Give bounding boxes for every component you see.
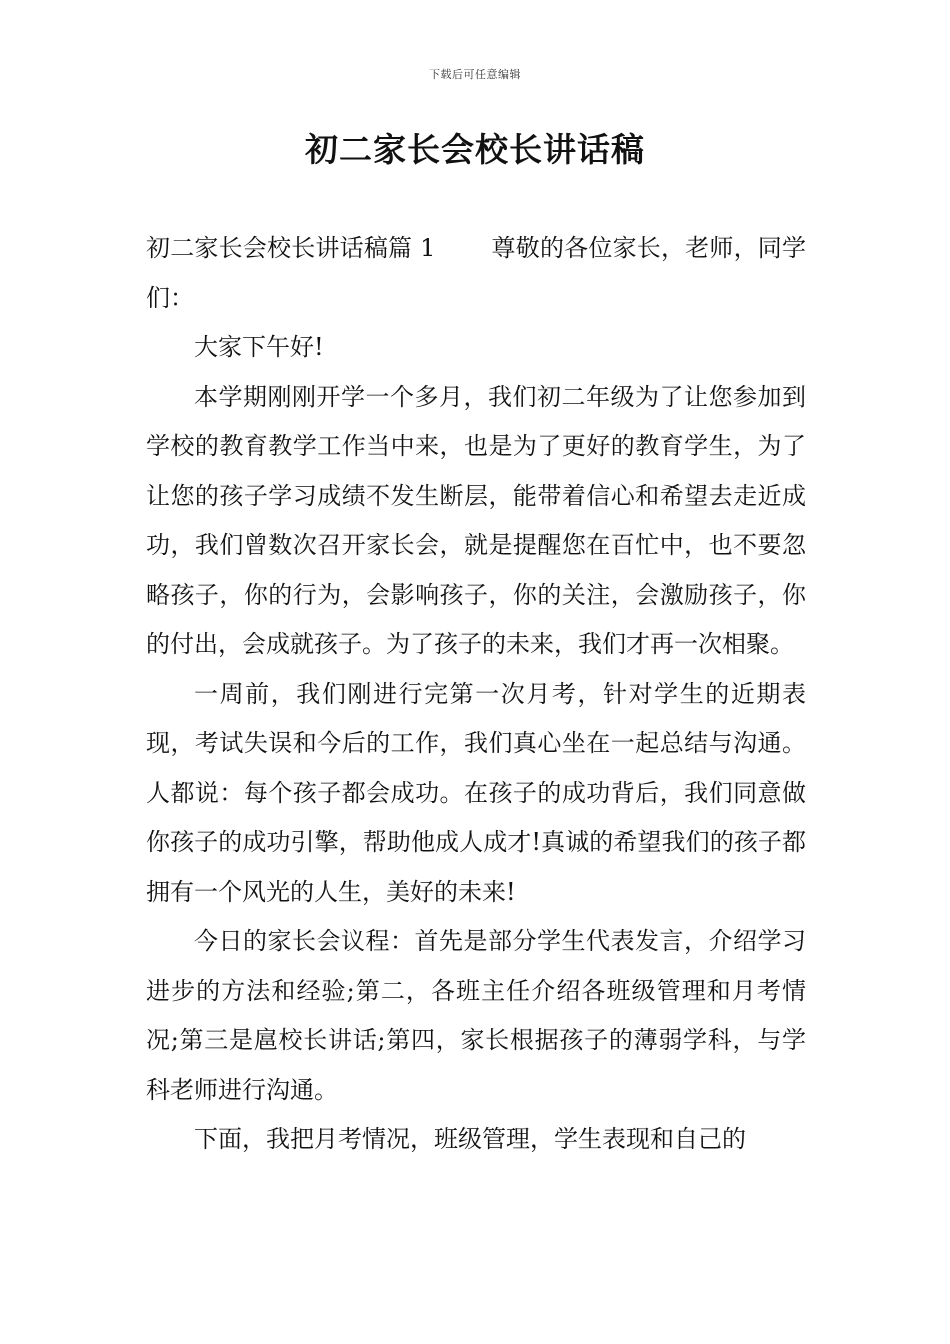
paragraph-3: 今日的家长会议程：首先是部分学生代表发言，介绍学习进步的方法和经验;第二，各班主任介绍各班级管理和月考情况;第三是扈校长讲话;第四，家长根据孩子的薄弱学科，与学科老师进行沟通。 [146, 927, 806, 1104]
paragraph-4: 下面，我把月考情况，班级管理，学生表现和自己的 [194, 1125, 746, 1153]
intro-paragraph [146, 224, 806, 323]
salutation: 尊敬的各位家长，老师，同学们： [146, 234, 806, 312]
section-label: 初二家长会校长讲话稿篇 1 [146, 234, 436, 262]
header-note: 下载后可任意编辑 [429, 68, 521, 81]
document-body [146, 224, 806, 1165]
document-title: 初二家长会校长讲话稿 [305, 130, 645, 169]
paragraph-2: 一周前，我们刚进行完第一次月考，针对学生的近期表现，考试失误和今后的工作，我们真心坐在一起总结与沟通。人都说：每个孩子都会成功。在孩子的成功背后，我们同意做你孩子的成功引擎，帮助他成人成才!真诚的希望我们的孩子都拥有一个风光的人生，美好的未来! [146, 679, 806, 906]
paragraph-greeting: 大家下午好! [194, 333, 324, 361]
paragraph-1: 本学期刚刚开学一个多月，我们初二年级为了让您参加到学校的教育教学工作当中来，也是为了更好的教育学生，为了让您的孩子学习成绩不发生断层，能带着信心和希望去走近成功，我们曾数次召开家长会，就是提醒您在百忙中，也不要忽略孩子，你的行为，会影响孩子，你的关注，会激励孩子，你的付出，会成就孩子。为了孩子的未来，我们才再一次相聚。 [146, 382, 806, 658]
